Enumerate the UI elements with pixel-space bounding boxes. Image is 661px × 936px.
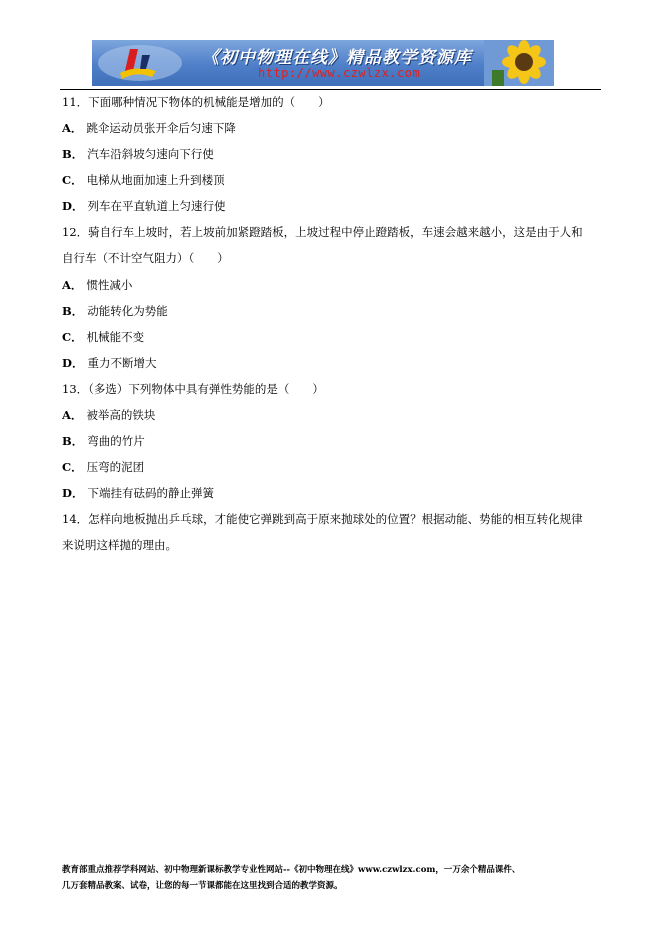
page-footer	[62, 862, 602, 894]
option-item	[62, 277, 592, 303]
option-text: 弯曲的竹片	[87, 434, 145, 448]
option-letter: A．	[62, 278, 83, 292]
option-item	[62, 329, 592, 355]
option-item	[62, 433, 592, 459]
question-stem: 13．（多选）下列物体中具有弹性势能的是（ ）	[62, 382, 324, 396]
option-text: 被举高的铁块	[86, 408, 156, 422]
option-text: 电梯从地面加速上升到楼顶	[86, 173, 225, 187]
header-rule	[60, 89, 601, 90]
option-letter: B．	[62, 304, 84, 318]
option-item	[62, 459, 592, 485]
option-letter: B．	[62, 147, 84, 161]
option-text: 压弯的泥团	[86, 460, 145, 474]
option-letter: B．	[62, 434, 84, 448]
option-letter: D．	[62, 486, 84, 500]
option-text: 列车在平直轨道上匀速行使	[87, 199, 226, 213]
option-item	[62, 407, 592, 433]
banner-title: 《初中物理在线》精品教学资源库	[202, 48, 472, 68]
option-letter: C．	[62, 173, 83, 187]
option-text: 动能转化为势能	[87, 304, 168, 318]
option-text: 机械能不变	[86, 330, 145, 344]
option-letter: C．	[62, 330, 83, 344]
option-item	[62, 120, 592, 146]
option-item	[62, 355, 592, 381]
option-text: 跳伞运动员张开伞后匀速下降	[86, 121, 236, 135]
question-stem: 11．下面哪种情况下物体的机械能是增加的（ ）	[62, 95, 330, 109]
footer-line: 几万套精品教案、试卷，让您的每一节课都能在这里找到合适的教学资源。	[62, 881, 343, 891]
question-list	[62, 94, 592, 558]
footer-line: 教育部重点推荐学科网站、初中物理新课标教学专业性网站--《初中物理在线》www.czwlzx.com，一万余个精品课件、	[62, 865, 521, 875]
header-banner	[92, 40, 554, 86]
option-item	[62, 172, 592, 198]
option-item	[62, 303, 592, 329]
option-text: 下端挂有砝码的静止弹簧	[87, 486, 214, 500]
banner-url: http://www.czwlzx.com	[258, 66, 421, 80]
option-letter: A．	[62, 121, 83, 135]
option-text: 汽车沿斜坡匀速向下行使	[87, 147, 214, 161]
sunflower-icon	[484, 40, 554, 86]
option-letter: D．	[62, 199, 84, 213]
option-item	[62, 146, 592, 172]
option-letter: C．	[62, 460, 83, 474]
option-text: 惯性减小	[86, 278, 133, 292]
option-text: 重力不断增大	[87, 356, 157, 370]
option-letter: A．	[62, 408, 83, 422]
site-logo-icon	[96, 43, 184, 83]
option-letter: D．	[62, 356, 84, 370]
question-stem: 12．骑自行车上坡时，若上坡前加紧蹬踏板，上坡过程中停止蹬踏板，车速会越来越小，这是由于人和自行车（不计空气阻力）（ ）	[62, 225, 583, 265]
question-stem: 14．怎样向地板抛出乒乓球，才能使它弹跳到高于原来抛球处的位置？根据动能、势能的相互转化规律来说明这样抛的理由。	[62, 512, 583, 552]
